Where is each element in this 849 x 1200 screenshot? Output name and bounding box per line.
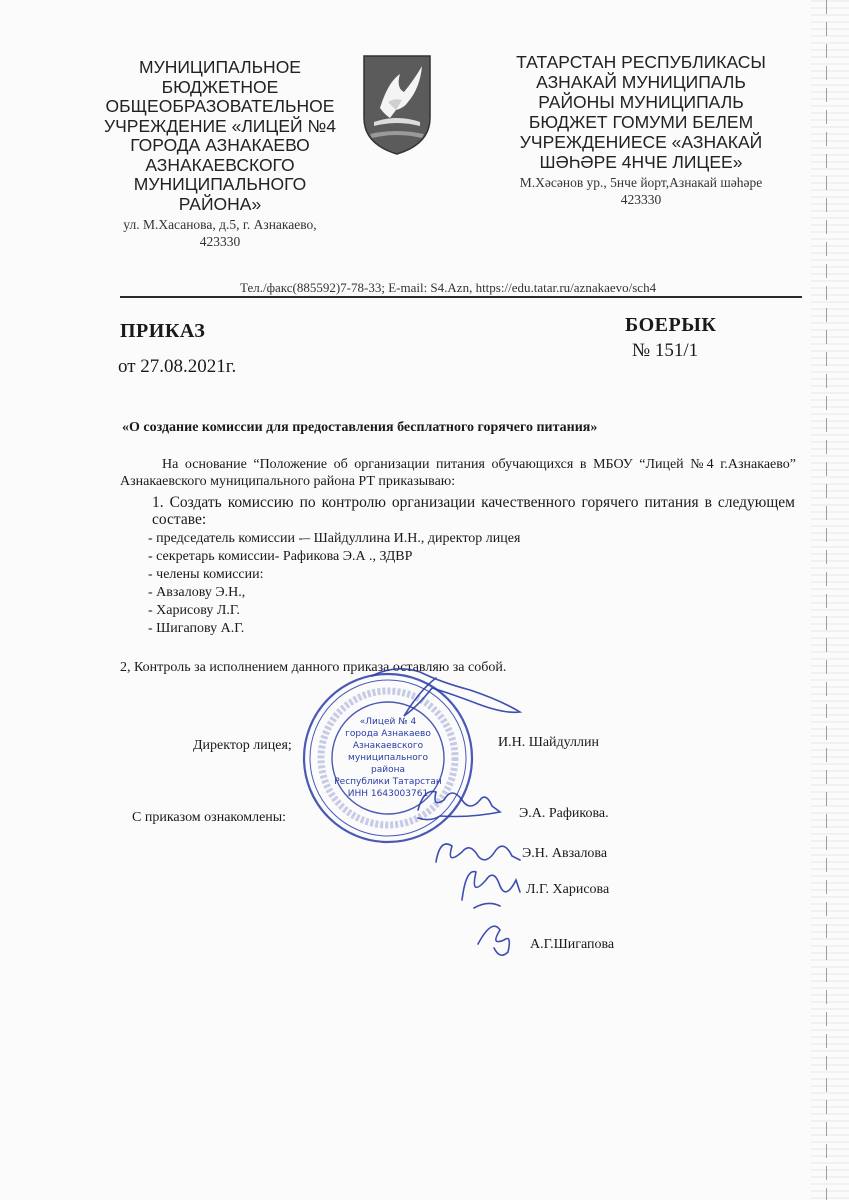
document-subject: «О создание комиссии для предоставления бесплатного горячего питания» [122,420,598,435]
acquainted-label: С приказом ознакомлены: [132,810,287,825]
header-right-organization [500,52,782,208]
commission-members-list [148,530,520,638]
acquainted-name: Э.А. Рафикова. [519,806,609,821]
official-seal [300,670,476,846]
address-line: 423330 [199,234,241,249]
header-left-organization [100,58,340,250]
org-line: ОБЩЕОБРАЗОВАТЕЛЬНОЕ [105,96,335,116]
right-address [500,174,782,208]
document-number: № 151/1 [632,340,699,361]
org-line: МУНИЦИПАЛЬНОЕ [139,57,301,77]
org-line: БЮДЖЕТНОЕ [161,76,279,97]
director-title: Директор лицея; [193,738,292,753]
org-line: ТАТАРСТАН РЕСПУБЛИКАСЫ [516,52,766,72]
address-line: ул. М.Хасанова, д.5, г. Азнакаево, [123,217,317,232]
seal-line: города Азнакаево [345,729,431,739]
header-divider [120,296,802,298]
seal-line: ИНН 1643003761 [347,789,429,799]
acquainted-name: Л.Г. Харисова [526,882,610,897]
contact-line: Тел./факс(885592)7-78-33; E-mail: S4.Azn, https://edu.tatar.ru/aznakaevo/sch4 [240,280,657,295]
list-item: - Шигапову А.Г. [148,621,245,636]
order-item-2: 2, Контроль за исполнением данного приказа оставляю за собой. [120,660,507,675]
org-line: ГОРОДА АЗНАКАЕВО [130,135,310,155]
document-title-ru: ПРИКАЗ [120,320,206,342]
order-item-1: 1. Создать комиссию по контролю организации качественного горячего питания в следующем составе: [152,494,795,528]
list-item: - председатель комиссии -– Шайдуллина И.Н., директор лицея [148,531,521,546]
seal-line: района [371,765,405,775]
signature-harisova [462,872,520,908]
scan-edge-artifact [811,0,849,1200]
org-line: АЗНАКАЙ МУНИЦИПАЛЬ [536,72,746,92]
org-line: РАЙОНЫ МУНИЦИПАЛЬ [538,92,744,112]
document-preamble: На основание “Положение об организации питания обучающихся в МБОУ “Лицей №4 г.Азнакаево” Азнакаевского муниципального района РТ приказываю: [120,457,796,489]
document-date: от 27.08.2021г. [118,356,237,377]
list-item: - Авзалову Э.Н., [148,585,246,600]
seal-line: муниципального [348,753,428,763]
org-line: УЧРЕЖДЕНИЕ «ЛИЦЕЙ №4 [104,115,336,136]
list-item: - секретарь комиссии- Рафикова Э.А ., ЗДВР [148,549,413,564]
acquainted-name: Э.Н. Авзалова [522,846,608,861]
org-line: РАЙОНА» [178,193,262,214]
org-line: ШӘҺӘРЕ 4НЧЕ ЛИЦЕЕ» [539,152,743,172]
org-line: УЧРЕЖДЕНИЕСЕ «АЗНАКАЙ [519,132,763,152]
org-line: МУНИЦИПАЛЬНОГО [133,174,307,194]
left-address [100,216,340,250]
seal-line: Азнакаевского [352,741,424,751]
address-line: М.Хәсәнов ур., 5нче йорт,Азнакай шәһәре [519,175,763,190]
director-name: И.Н. Шайдуллин [498,735,600,750]
acquainted-name: А.Г.Шигапова [530,937,615,952]
seal-line: Республики Татарстан [334,777,442,787]
org-line: БЮДЖЕТ ГОМУМИ БЕЛЕМ [528,112,754,132]
list-item: - челены комиссии: [148,567,264,582]
aznakaevo-coat-of-arms-icon [360,52,434,156]
signature-avzalova [436,844,520,862]
org-line: АЗНАКАЕВСКОГО [145,154,295,175]
list-item: - Харисову Л.Г. [148,603,240,618]
address-line: 423330 [620,192,662,207]
signature-shigapova [478,926,509,955]
document-title-tt: БОЕРЫК [625,314,717,336]
seal-line: «Лицей № 4 [359,717,417,727]
